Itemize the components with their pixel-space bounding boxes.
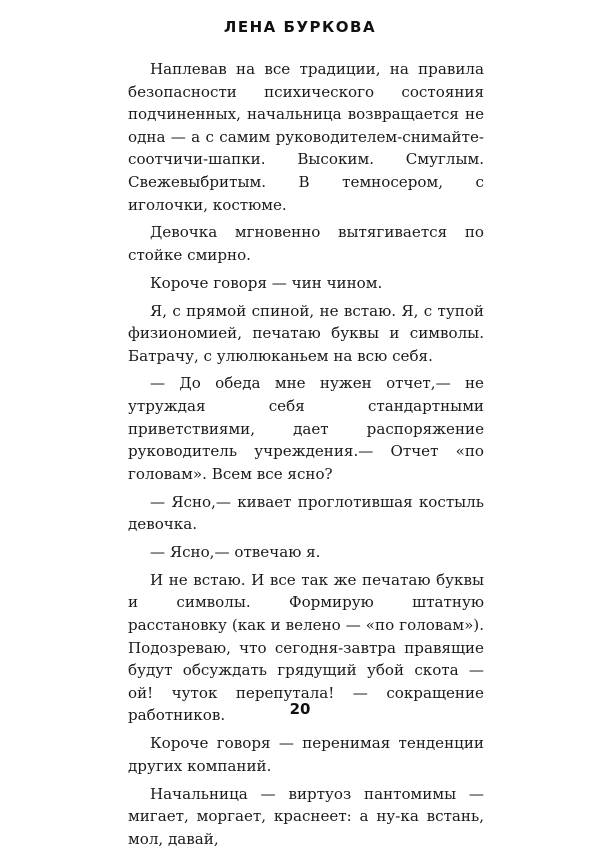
paragraph: И не встаю. И все так же печатаю буквы и символы. Формирую штатную расстановку (как и велено — «по головам»). Подозреваю, что сегодня-завтра правящие будут обсуждать грядущий убой скота — ой! чуток перепутала! — сокращение работников. [128, 570, 484, 725]
paragraph: Короче говоря — перенимая тенденции других компаний. [128, 734, 484, 775]
paragraph: — Ясно,— отвечаю я. [150, 543, 321, 561]
paragraph: Короче говоря — чин чином. [150, 273, 383, 292]
paragraph: Начальница — виртуоз пантомимы — мигает, моргает, краснеет: а ну-ка встань, мол, давай, [128, 784, 484, 848]
page-number: 20 [289, 700, 311, 718]
paragraph: — Ясно,— кивает проглотившая костыль девочка. [128, 492, 484, 534]
paragraph: Девочка мгновенно вытягивается по стойке смирно. [128, 223, 484, 264]
paragraph: Наплевав на все традиции, на правила безопасности психического состояния подчиненных, начальница возвращается не одна — а с самим руководителем-снимайте-соотчичи-шапки. Высоким. Смуглым. Свежевыбритым. В темносером, с иголочки, костюме. [128, 60, 484, 214]
paragraph: — До обеда мне нужен отчет,— не утруждая себя стандартными приветствиями, дает распоряжение руководитель учреждения.— Отчет «по головам». Всем все ясно? [128, 374, 484, 483]
body-text [128, 58, 484, 855]
running-header-author: ЛЕНА БУРКОВА [223, 18, 377, 36]
paragraph: Я, с прямой спиной, не встаю. Я, с тупой физиономией, печатаю буквы и символы. Батрачу, с улюлюканьем на всю себя. [128, 301, 484, 365]
